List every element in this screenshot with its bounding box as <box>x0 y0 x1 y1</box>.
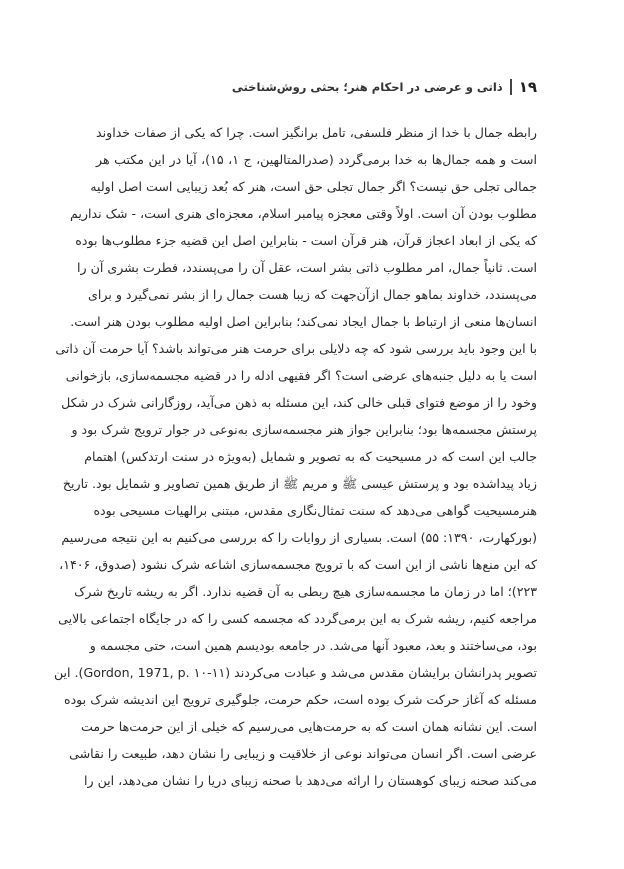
body-line: مسئله که آغاز حرکت شرک بوده است، حکم حرمت، جلوگیری ترویج این اندیشه شرک بوده <box>63 692 537 707</box>
body-line: می‌کند صحنه زیبای کوهستان را ارائه می‌دهد با صحنه زیبای دریا را نشان می‌دهد، این را <box>83 773 537 788</box>
body-line: با این وجود باید بررسی شود که چه دلایلی برای حرمت هنر می‌تواند باشد؟ آیا حرمت آن ذاتی <box>55 341 537 356</box>
body-line: ۲۲۳)؛ اما در زمان ما مجسمه‌سازی هیچ ربطی به آن قضیه ندارد. اگر به ریشه تاریخ شرک <box>74 584 537 599</box>
body-line: زیاد پیداشده بود و پرستش عیسی ﷺ و مریم ﷺ از طریق همین تصاویر و شمایل بود. تاریخ <box>62 476 537 491</box>
body-line: رابطه جمال با خدا از منظر فلسفی، تامل برانگیز است. چرا که یکی از صفات خداوند <box>96 125 537 140</box>
page-number: ۱۹ <box>518 78 537 96</box>
body-line: است و همه جمال‌ها به خدا برمی‌گردد (صدرالمتالهین، ج ۱، ۱۵)، آیا در این مکتب هر <box>96 152 537 167</box>
body-line: جمالی تجلی حق نیست؟ اگر جمال تجلی حق است، هنر که بُعد زیبایی است اصل اولیه <box>90 179 537 194</box>
header-divider <box>510 79 512 95</box>
body-line: مراجعه کنیم، ریشه شرک به این برمی‌گردد که مجسمه کسی را که در جایگاه اجتماعی بالایی <box>58 611 537 626</box>
body-line: است. ثانیاً جمال، امر مطلوب ذاتی بشر است، عقل آن را می‌پسندد، فطرت بشری آن را <box>77 260 537 275</box>
body-line: عرضی است. اگر انسان می‌تواند نوعی از خلاقیت و زیبایی را نشان دهد، طبیعت را نقاشی <box>69 746 537 761</box>
page-header <box>96 76 537 98</box>
body-line: هنرمسیحیت گواهی می‌دهد که سنت تمثال‌نگاری مقدس، مبتنی برالهیات مسیحی بوده <box>93 503 537 518</box>
body-line: تصویر پدرانشان برایشان مقدس می‌شد و عبادت می‌کردند (Gordon, 1971, p. ۱۰-۱۱). این <box>53 665 537 680</box>
body-line: پرستش مجسمه‌ها بود؛ بنابراین جواز هنر مجسمه‌سازی به‌نوعی در جوار ترویج شرک بود و <box>71 422 537 437</box>
body-line: مطلوب بودن آن است. اولاً وقتی معجزه پیامبر اسلام، معجزه‌ای هنری است، - شک نداریم <box>70 206 537 221</box>
body-line: است. این نشانه همان است که به حرمت‌هایی می‌رسیم که خیلی از این حرمت‌ها حرمت <box>80 719 537 734</box>
body-line: است یا به دلیل جنبه‌های عرضی است؟ اگر فقیهی ادله را در قضیه مجسمه‌سازی، بازخوانی <box>65 368 537 383</box>
body-line: (بورکهارت، ۱۳۹۰: ۵۵) است. بسیاری از روایات را که بررسی می‌کنیم به این نتیجه می‌رسیم <box>61 530 537 545</box>
body-line: می‌پسندد، خداوند بماهو جمال ازآن‌جهت که زیبا هست جمال را از بشر نمی‌گیرد و برای <box>88 287 537 302</box>
body-line: بود، می‌ساختند و بعد، معبود آنها می‌شد. در جامعه بودیسم همین است، حتی مجسمه و <box>89 638 537 653</box>
body-line: وخود را از موضع فتوای قبلی خالی کند، این مسئله به ذهن می‌آید، روزگارانی شرک در شکل <box>61 395 537 410</box>
body-text <box>53 119 537 794</box>
body-line: انسان‌ها منعی از ارتباط با جمال ایجاد نمی‌کند؛ بنابراین اصل اولیه مطلوب بودن هنر است. <box>70 314 537 329</box>
body-line: که یکی از ابعاد اعجاز قرآن، هنر قرآن است - بنابراین اصل این قضیه جزء مطلوب‌ها بوده <box>75 233 537 248</box>
body-line: که این منع‌ها ناشی از این است که با ترویج مجسمه‌سازی اشاعه شرک نشود (صدوق، ۱۴۰۶، <box>59 557 537 572</box>
body-line: جالب این است که در مسیحیت که به تصویر و شمایل (به‌ویژه در سنت ارتدکس) اهتمام <box>84 449 537 464</box>
running-title: ذاتی و عرضی در احکام هنر؛ بحثی روش‌شناختی <box>231 80 503 94</box>
